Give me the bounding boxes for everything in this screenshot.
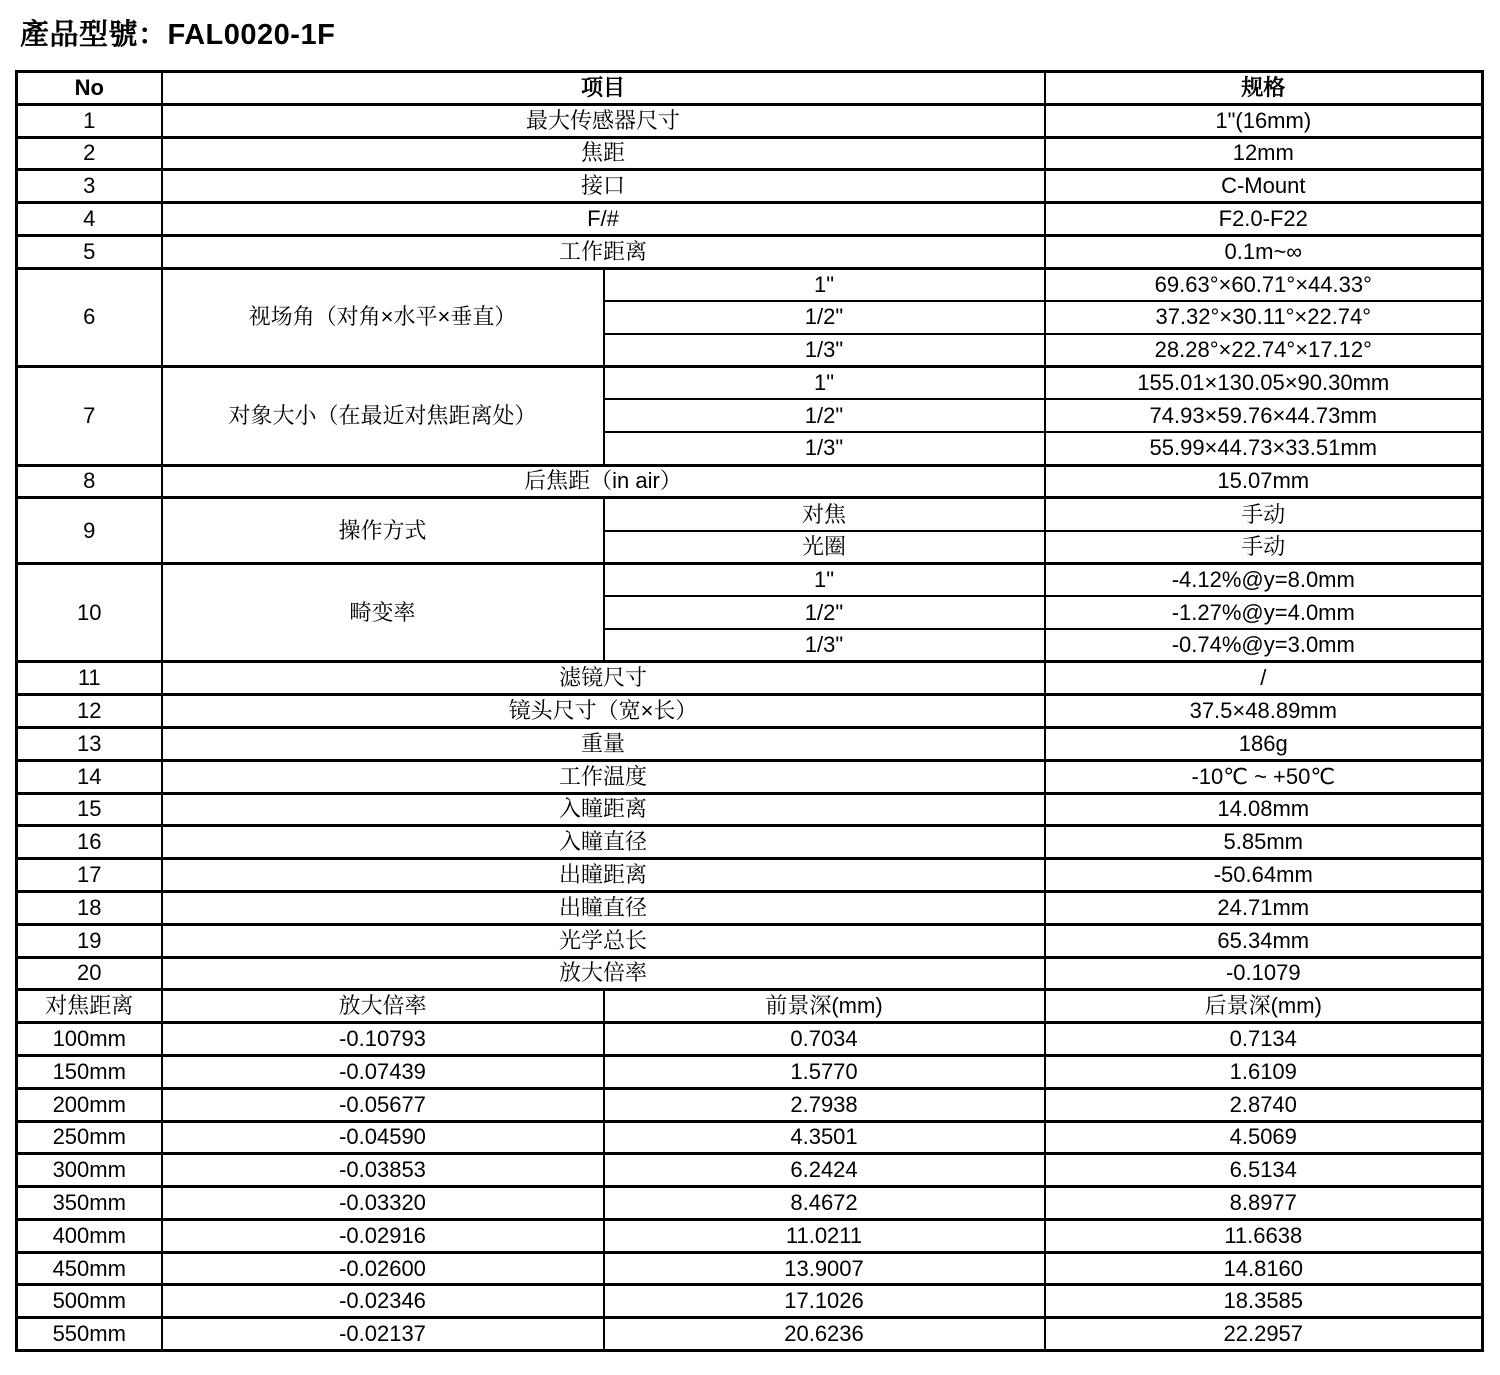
dof-front-cell: 17.1026: [604, 1285, 1045, 1318]
row-no-cell: 20: [17, 957, 162, 990]
item-cell: 入瞳直径: [162, 826, 1045, 859]
sub-label-cell: 1/2": [604, 596, 1045, 629]
sub-label-cell: 1/3": [604, 629, 1045, 662]
dof-col-header-distance: 对焦距离: [17, 990, 162, 1023]
row-no-cell: 17: [17, 859, 162, 892]
table-row: [17, 465, 1483, 498]
dof-distance-cell: 500mm: [17, 1285, 162, 1318]
dof-front-cell: 6.2424: [604, 1154, 1045, 1187]
item-cell: 工作距离: [162, 235, 1045, 268]
dof-distance-cell: 550mm: [17, 1318, 162, 1351]
table-row: [17, 104, 1483, 137]
dof-distance-cell: 350mm: [17, 1187, 162, 1220]
item-cell: 滤镜尺寸: [162, 662, 1045, 695]
dof-front-cell: 11.0211: [604, 1219, 1045, 1252]
spec-cell: 12mm: [1045, 137, 1483, 170]
item-cell: 放大倍率: [162, 957, 1045, 990]
dof-magnification-cell: -0.10793: [162, 1023, 604, 1056]
item-cell: 出瞳直径: [162, 891, 1045, 924]
spec-cell: 14.08mm: [1045, 793, 1483, 826]
dof-front-cell: 4.3501: [604, 1121, 1045, 1154]
item-cell: 出瞳距离: [162, 859, 1045, 892]
row-no-cell: 8: [17, 465, 162, 498]
dof-distance-cell: 450mm: [17, 1252, 162, 1285]
dof-front-cell: 20.6236: [604, 1318, 1045, 1351]
dof-magnification-cell: -0.02137: [162, 1318, 604, 1351]
dof-row: [17, 1318, 1483, 1351]
dof-row: [17, 1187, 1483, 1220]
row-no-cell: 18: [17, 891, 162, 924]
table-row: [17, 957, 1483, 990]
spec-cell: C-Mount: [1045, 170, 1483, 203]
table-row: [17, 137, 1483, 170]
dof-row: [17, 1088, 1483, 1121]
sub-label-cell: 1/3": [604, 432, 1045, 465]
row-no-cell: 16: [17, 826, 162, 859]
item-cell: 重量: [162, 727, 1045, 760]
dof-row: [17, 1252, 1483, 1285]
row-no-cell: 1: [17, 104, 162, 137]
sub-label-cell: 光圈: [604, 531, 1045, 564]
spec-table: [15, 70, 1484, 1352]
row-no-cell: 19: [17, 924, 162, 957]
row-no-cell: 4: [17, 203, 162, 236]
table-row: [17, 498, 1483, 531]
table-row: [17, 793, 1483, 826]
dof-distance-cell: 300mm: [17, 1154, 162, 1187]
dof-row: [17, 1154, 1483, 1187]
table-row: [17, 695, 1483, 728]
spec-cell: 74.93×59.76×44.73mm: [1045, 399, 1483, 432]
spec-cell: -4.12%@y=8.0mm: [1045, 563, 1483, 596]
table-row: [17, 859, 1483, 892]
spec-cell: -10℃ ~ +50℃: [1045, 760, 1483, 793]
dof-magnification-cell: -0.04590: [162, 1121, 604, 1154]
dof-front-cell: 0.7034: [604, 1023, 1045, 1056]
table-row: [17, 367, 1483, 400]
spec-cell: 37.5×48.89mm: [1045, 695, 1483, 728]
spec-cell: -1.27%@y=4.0mm: [1045, 596, 1483, 629]
table-row: [17, 268, 1483, 301]
dof-rear-cell: 14.8160: [1045, 1252, 1483, 1285]
table-row: [17, 891, 1483, 924]
table-row: [17, 826, 1483, 859]
spec-cell: 37.32°×30.11°×22.74°: [1045, 301, 1483, 334]
spec-cell: F2.0-F22: [1045, 203, 1483, 236]
dof-magnification-cell: -0.02346: [162, 1285, 604, 1318]
dof-col-header-magnification: 放大倍率: [162, 990, 604, 1023]
spec-cell: 0.1m~∞: [1045, 235, 1483, 268]
spec-cell: 28.28°×22.74°×17.12°: [1045, 334, 1483, 367]
table-row: [17, 662, 1483, 695]
dof-rear-cell: 4.5069: [1045, 1121, 1483, 1154]
sub-label-cell: 1": [604, 268, 1045, 301]
spec-header-row: [17, 72, 1483, 105]
item-cell: 入瞳距离: [162, 793, 1045, 826]
col-header-spec: 规格: [1045, 72, 1483, 105]
row-no-cell: 6: [17, 268, 162, 366]
page-title: 產品型號：FAL0020-1F: [20, 19, 336, 51]
dof-front-cell: 2.7938: [604, 1088, 1045, 1121]
table-row: [17, 203, 1483, 236]
row-no-cell: 11: [17, 662, 162, 695]
table-row: [17, 760, 1483, 793]
dof-col-header-rear: 后景深(mm): [1045, 990, 1483, 1023]
dof-magnification-cell: -0.03853: [162, 1154, 604, 1187]
spec-cell: -50.64mm: [1045, 859, 1483, 892]
dof-magnification-cell: -0.02916: [162, 1219, 604, 1252]
item-cell: 操作方式: [162, 498, 604, 564]
dof-magnification-cell: -0.05677: [162, 1088, 604, 1121]
table-row: [17, 235, 1483, 268]
row-no-cell: 2: [17, 137, 162, 170]
dof-row: [17, 1285, 1483, 1318]
dof-distance-cell: 400mm: [17, 1219, 162, 1252]
spec-cell: 69.63°×60.71°×44.33°: [1045, 268, 1483, 301]
spec-cell: 55.99×44.73×33.51mm: [1045, 432, 1483, 465]
sub-label-cell: 1": [604, 367, 1045, 400]
dof-rear-cell: 22.2957: [1045, 1318, 1483, 1351]
dof-distance-cell: 250mm: [17, 1121, 162, 1154]
item-cell: 视场角（对角×水平×垂直）: [162, 268, 604, 366]
sub-label-cell: 1": [604, 563, 1045, 596]
dof-distance-cell: 100mm: [17, 1023, 162, 1056]
spec-cell: 186g: [1045, 727, 1483, 760]
row-no-cell: 5: [17, 235, 162, 268]
dof-rear-cell: 18.3585: [1045, 1285, 1483, 1318]
dof-col-header-front: 前景深(mm): [604, 990, 1045, 1023]
spec-cell: /: [1045, 662, 1483, 695]
item-cell: 接口: [162, 170, 1045, 203]
row-no-cell: 14: [17, 760, 162, 793]
dof-row: [17, 1219, 1483, 1252]
spec-cell: 5.85mm: [1045, 826, 1483, 859]
spec-cell: -0.74%@y=3.0mm: [1045, 629, 1483, 662]
sub-label-cell: 1/2": [604, 399, 1045, 432]
row-no-cell: 15: [17, 793, 162, 826]
dof-magnification-cell: -0.02600: [162, 1252, 604, 1285]
item-cell: 光学总长: [162, 924, 1045, 957]
spec-cell: 1"(16mm): [1045, 104, 1483, 137]
dof-rear-cell: 6.5134: [1045, 1154, 1483, 1187]
col-header-no: No: [17, 72, 162, 105]
item-cell: 镜头尺寸（宽×长）: [162, 695, 1045, 728]
dof-row: [17, 1121, 1483, 1154]
dof-row: [17, 1023, 1483, 1056]
table-row: [17, 170, 1483, 203]
dof-front-cell: 1.5770: [604, 1055, 1045, 1088]
sub-label-cell: 1/2": [604, 301, 1045, 334]
item-cell: 焦距: [162, 137, 1045, 170]
dof-front-cell: 8.4672: [604, 1187, 1045, 1220]
row-no-cell: 9: [17, 498, 162, 564]
table-row: [17, 924, 1483, 957]
row-no-cell: 3: [17, 170, 162, 203]
dof-distance-cell: 200mm: [17, 1088, 162, 1121]
dof-row: [17, 1055, 1483, 1088]
dof-rear-cell: 1.6109: [1045, 1055, 1483, 1088]
spec-cell: 15.07mm: [1045, 465, 1483, 498]
item-cell: 对象大小（在最近对焦距离处）: [162, 367, 604, 465]
dof-distance-cell: 150mm: [17, 1055, 162, 1088]
row-no-cell: 12: [17, 695, 162, 728]
row-no-cell: 13: [17, 727, 162, 760]
item-cell: 后焦距（in air）: [162, 465, 1045, 498]
dof-front-cell: 13.9007: [604, 1252, 1045, 1285]
dof-magnification-cell: -0.07439: [162, 1055, 604, 1088]
dof-rear-cell: 11.6638: [1045, 1219, 1483, 1252]
item-cell: 最大传感器尺寸: [162, 104, 1045, 137]
dof-rear-cell: 2.8740: [1045, 1088, 1483, 1121]
spec-cell: -0.1079: [1045, 957, 1483, 990]
row-no-cell: 10: [17, 563, 162, 661]
spec-cell: 手动: [1045, 498, 1483, 531]
table-row: [17, 563, 1483, 596]
item-cell: 工作温度: [162, 760, 1045, 793]
row-no-cell: 7: [17, 367, 162, 465]
col-header-item: 项目: [162, 72, 1045, 105]
spec-cell: 65.34mm: [1045, 924, 1483, 957]
spec-cell: 155.01×130.05×90.30mm: [1045, 367, 1483, 400]
table-row: [17, 727, 1483, 760]
spec-cell: 手动: [1045, 531, 1483, 564]
dof-rear-cell: 8.8977: [1045, 1187, 1483, 1220]
dof-header-row: [17, 990, 1483, 1023]
item-cell: 畸变率: [162, 563, 604, 661]
item-cell: F/#: [162, 203, 1045, 236]
sub-label-cell: 对焦: [604, 498, 1045, 531]
dof-rear-cell: 0.7134: [1045, 1023, 1483, 1056]
sub-label-cell: 1/3": [604, 334, 1045, 367]
spec-cell: 24.71mm: [1045, 891, 1483, 924]
dof-magnification-cell: -0.03320: [162, 1187, 604, 1220]
